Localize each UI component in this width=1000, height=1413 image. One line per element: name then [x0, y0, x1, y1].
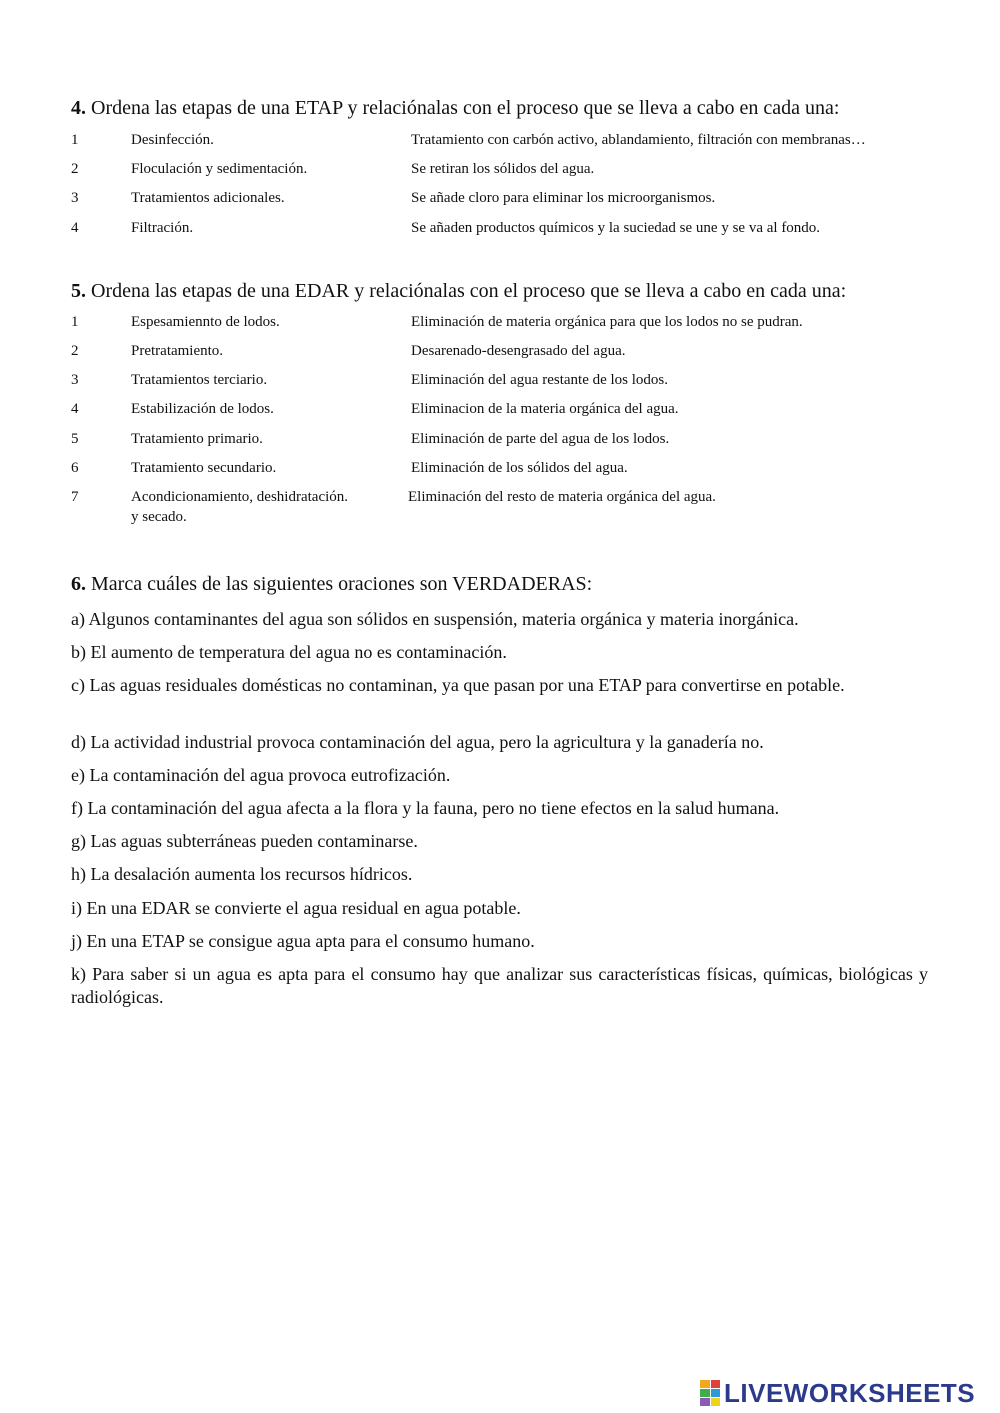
q4-number: 4.	[71, 97, 86, 119]
q5-title	[71, 279, 846, 303]
q5-row-process: Eliminación del agua restante de los lodos.	[411, 372, 669, 388]
q5-row-stage	[131, 487, 401, 527]
q4-row-process: Se retiran los sólidos del agua.	[411, 161, 595, 177]
q6-statement[interactable]: j) En una ETAP se consigue agua apta para el consumo humano.	[71, 931, 535, 951]
q6-statement[interactable]: b) El aumento de temperatura del agua no es contaminación.	[71, 642, 507, 662]
q4-row-number: 2	[71, 161, 79, 177]
q5-row-process: Desarenado-desengrasado del agua.	[411, 343, 626, 359]
q5-row-process: Eliminación de parte del agua de los lodos.	[411, 431, 670, 447]
liveworksheets-logo-icon	[700, 1380, 720, 1406]
q6-statement[interactable]: k) Para saber si un agua es apta para el consumo hay que analizar sus características físicas, químicas, biológicas y radiológicas.	[71, 964, 928, 1007]
q4-row-process: Se añaden productos químicos y la suciedad se une y se va al fondo.	[411, 220, 821, 236]
q5-row-stage: Pretratamiento.	[131, 343, 224, 359]
q6-number: 6.	[71, 573, 86, 595]
liveworksheets-logo	[700, 1378, 975, 1408]
q4-row	[71, 218, 951, 240]
q4-text: Ordena las etapas de una ETAP y relaciónalas con el proceso que se lleva a cabo en cada una:	[86, 97, 840, 119]
q4-row	[71, 159, 951, 181]
q5-row-process: Eliminación de los sólidos del agua.	[411, 460, 628, 476]
q5-row	[71, 487, 951, 531]
q5-row-number: 1	[71, 314, 79, 330]
q6-statement[interactable]: h) La desalación aumenta los recursos hídricos.	[71, 864, 413, 884]
q6-statement[interactable]: a) Algunos contaminantes del agua son sólidos en suspensión, materia orgánica y materia inorgánica.	[71, 609, 799, 629]
q5-row-number: 4	[71, 401, 79, 417]
q5-row	[71, 370, 951, 392]
q5-row	[71, 429, 951, 451]
q5-row	[71, 341, 951, 363]
q6-statement[interactable]: f) La contaminación del agua afecta a la flora y la fauna, pero no tiene efectos en la salud humana.	[71, 798, 780, 818]
q4-row	[71, 130, 951, 152]
q4-row-number: 3	[71, 190, 79, 206]
q4-row-number: 4	[71, 220, 79, 236]
q4-row-number: 1	[71, 132, 79, 148]
q5-row-stage-line1: Acondicionamiento, deshidratación.	[131, 489, 349, 505]
q5-row	[71, 458, 951, 480]
q5-row-stage: Tratamiento primario.	[131, 431, 263, 447]
q5-number: 5.	[71, 280, 86, 302]
q4-row-stage: Desinfección.	[131, 132, 214, 148]
q5-row-stage-line2: y secado.	[131, 509, 187, 525]
q5-row-process: Eliminacion de la materia orgánica del agua.	[411, 401, 679, 417]
q6-text: Marca cuáles de las siguientes oraciones son VERDADERAS:	[86, 573, 593, 595]
q5-row-stage: Tratamiento secundario.	[131, 460, 277, 476]
q5-row-number: 3	[71, 372, 79, 388]
q4-row-stage: Floculación y sedimentación.	[131, 161, 308, 177]
q4-row	[71, 188, 951, 210]
q6-statement[interactable]: i) En una EDAR se convierte el agua residual en agua potable.	[71, 898, 521, 918]
q5-row	[71, 399, 951, 421]
q4-row-stage: Tratamientos adicionales.	[131, 190, 285, 206]
liveworksheets-logo-text: LIVEWORKSHEETS	[724, 1377, 976, 1408]
q5-row-stage: Estabilización de lodos.	[131, 401, 274, 417]
q6-statement[interactable]: g) Las aguas subterráneas pueden contaminarse.	[71, 831, 418, 851]
q6-statement[interactable]: e) La contaminación del agua provoca eutrofización.	[71, 765, 451, 785]
q5-row-number: 5	[71, 431, 79, 447]
q5-row-number: 6	[71, 460, 79, 476]
q5-text: Ordena las etapas de una EDAR y relaciónalas con el proceso que se lleva a cabo en cada una:	[86, 280, 847, 302]
q4-row-stage: Filtración.	[131, 220, 194, 236]
q5-row-number: 2	[71, 343, 79, 359]
q5-row-process: Eliminación del resto de materia orgánica del agua.	[408, 489, 716, 505]
q4-row-process: Tratamiento con carbón activo, ablandamiento, filtración con membranas…	[411, 132, 866, 148]
q6-title	[71, 572, 592, 596]
q5-row-number: 7	[71, 489, 79, 505]
q5-row-process: Eliminación de materia orgánica para que los lodos no se pudran.	[411, 314, 803, 330]
q5-row-stage: Tratamientos terciario.	[131, 372, 268, 388]
q4-title	[71, 96, 839, 120]
q5-row-stage: Espesamiennto de lodos.	[131, 314, 280, 330]
q6-statement[interactable]: d) La actividad industrial provoca contaminación del agua, pero la agricultura y la ganadería no.	[71, 732, 764, 752]
q6-statement[interactable]: c) Las aguas residuales domésticas no contaminan, ya que pasan por una ETAP para convertirse en potable.	[71, 675, 845, 695]
q5-row	[71, 312, 951, 334]
q4-row-process: Se añade cloro para eliminar los microorganismos.	[411, 190, 716, 206]
